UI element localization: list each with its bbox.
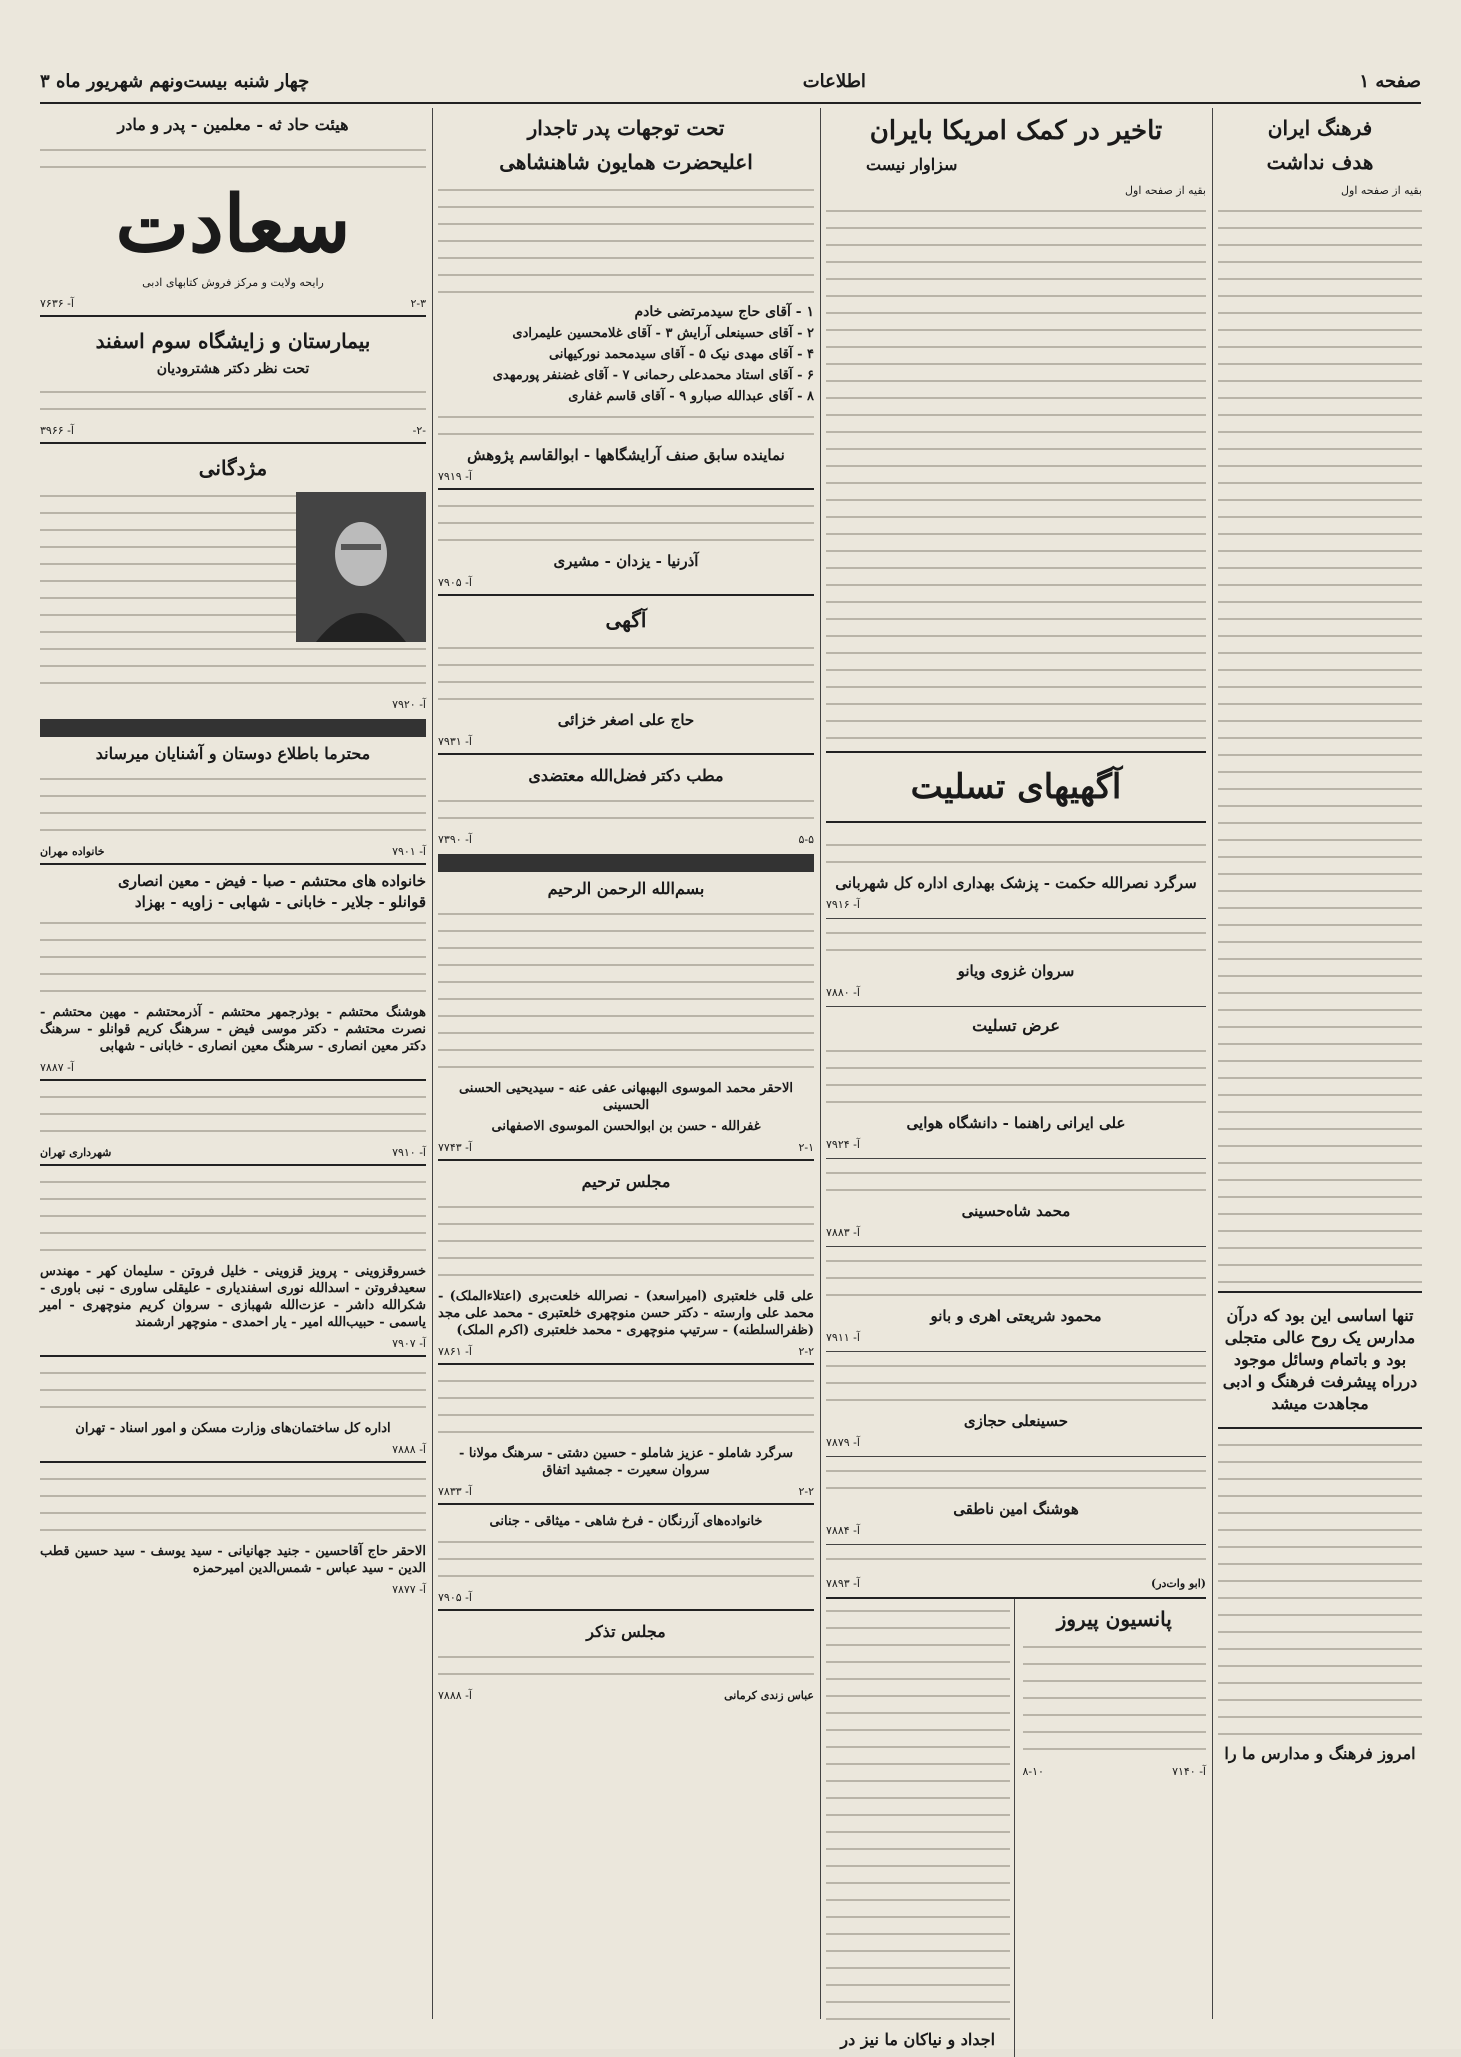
headline-line1: تحت توجهات پدر تاجدار <box>527 116 725 140</box>
article-bottom: اجداد و نیاکان ما نیز در <box>840 2030 996 2049</box>
notice <box>826 1247 1206 1352</box>
notice-ref-row <box>826 1224 1206 1241</box>
bottom-row <box>826 1599 1206 2057</box>
notice <box>438 1159 814 1360</box>
ref: آ- ۷۸۷۷ <box>392 1583 426 1596</box>
closing-box-text: تنها اساسی این بود که درآن مدارس یک روح عالی متجلی بود و باتمام وسائل موجود درراه پیشرفت فرهنگ و ادبی مجاهدت میشد <box>1222 1306 1418 1413</box>
notice-title: مژدگانی <box>198 456 268 480</box>
article-body <box>1218 203 1422 1283</box>
signature: سرگرد شاملو - عزیز شاملو - حسین دشتی - سرهنگ مولانا - سروان سعیرت - جمشید اتفاق <box>458 1446 794 1478</box>
notice <box>40 1355 426 1458</box>
ref: ۲-۱ <box>798 1141 814 1154</box>
notice-ref-row <box>826 1434 1206 1451</box>
column-divider <box>1212 108 1213 2019</box>
notice-ref: آ- ۷۸۸۴ <box>826 1524 860 1537</box>
names: هوشنگ محتشم - بوذرجمهر محتشم - آذرمحتشم - مهین محتشم - نصرت محتشم - دکتر موسی فیض - سرهنگ کریم قوانلو - سرهنگ دکتر معین انصاری - سرهنگ معین انصاری - خابانی - شهابی <box>40 1005 426 1054</box>
ref: ۵-۵ <box>798 833 814 846</box>
article-title-line1: فرهنگ ایران <box>1267 116 1373 140</box>
ref-row <box>40 1441 426 1458</box>
pension-ad <box>1023 1599 1207 2057</box>
ref: آ- ۳۹۶۶ <box>40 424 74 437</box>
column-2 <box>826 108 1206 2049</box>
column-divider <box>820 108 821 2019</box>
signature: نماینده سابق صنف آرایشگاهها - ابوالقاسم پژوهش <box>467 446 785 464</box>
ad-body <box>1023 1639 1207 1759</box>
ref-row <box>438 1343 814 1360</box>
ref-row <box>40 1059 426 1076</box>
list-title: ۱ - آقای حاج سیدمرتضی خادم <box>634 304 814 320</box>
list-item: ۶ - آقای استاد محمدعلی رحمانی ۷ - آقای غضنفر پورمهدی <box>492 368 814 383</box>
masthead <box>40 60 1421 104</box>
headline-line2: اعلیحضرت همایون شاهنشاهی <box>499 150 753 174</box>
notice-body <box>438 498 814 549</box>
ref-row <box>438 831 814 848</box>
divider-bar <box>438 854 814 872</box>
ref-row <box>438 1139 814 1156</box>
ad-title: پانسیون پیروز <box>1056 1607 1172 1631</box>
article-body <box>438 182 814 300</box>
condolences-section <box>826 751 1206 823</box>
list-item: ۸ - آقای عبدالله صبارو ۹ - آقای قاسم غفاری <box>568 389 814 404</box>
notice-body <box>826 1043 1206 1111</box>
side-article <box>826 1599 1015 2057</box>
notice <box>826 831 1206 919</box>
notice <box>438 878 814 1156</box>
clinic-title: مطب دکتر فضل‌الله معتضدی <box>528 766 724 785</box>
reward-notice <box>40 442 426 713</box>
notice-ref-row <box>826 1136 1206 1153</box>
paper-subtitle: رایحه ولایت و مرکز فروش کتابهای ادبی <box>142 276 324 289</box>
ref-row <box>40 295 426 312</box>
notice <box>826 1159 1206 1247</box>
names: خسروقزوینی - پرویز قزوینی - خلیل فروتن - سلیمان کهر - مهندس سعیدفروتن - اسدالله نوری اسفندیاری - علیقلی ساوری - نبی باوری - شکرالله داشر - عزت‌الله شهبازی - سروان کریم منوچهری - امیر یاسمی - حبیب‌الله امیر - یار احمدی - منوچهر ارشمند <box>40 1264 426 1330</box>
ref-row <box>438 468 814 485</box>
notice <box>826 1545 1206 1599</box>
notice-body <box>826 1551 1206 1571</box>
continued-label: بقیه از صفحه اول <box>1125 184 1206 197</box>
ref: آ- ۷۸۳۳ <box>438 1485 472 1498</box>
hospital-ad <box>40 315 426 439</box>
ref: آ- ۷۹۳۱ <box>438 735 472 748</box>
notice-body <box>826 1463 1206 1497</box>
notice-ref-row <box>826 1575 1206 1592</box>
ref-row <box>438 1589 814 1606</box>
ref-row <box>40 1335 426 1352</box>
notice-ref-row <box>826 896 1206 913</box>
notice <box>826 1457 1206 1545</box>
notice-body <box>826 925 1206 959</box>
notice-body <box>40 1365 426 1416</box>
notice <box>40 863 426 1076</box>
notice-ref: آ- ۷۹۲۴ <box>826 1138 860 1151</box>
notice-body <box>438 1199 814 1284</box>
basmala: بسم‌الله الرحمن الرحیم <box>547 879 705 898</box>
ref: ۲-۳ <box>410 297 426 310</box>
ref: آ- ۷۸۸۷ <box>40 1061 74 1074</box>
notice <box>40 1461 426 1598</box>
ad-ref: آ- ۷۱۴۰ <box>1172 1765 1206 1778</box>
notice-body <box>438 906 814 1076</box>
ref: آ- ۷۶۳۶ <box>40 297 74 310</box>
notice-body <box>826 1253 1206 1304</box>
notice-body <box>40 915 426 1000</box>
ref-row <box>40 422 426 439</box>
ref-row <box>40 843 426 860</box>
notice-signature: حسینعلی حجازی <box>963 1412 1069 1430</box>
ad-ref-row <box>1023 1763 1207 1780</box>
notice <box>438 1609 814 1704</box>
notice-body <box>438 1534 814 1585</box>
signature: الاحقر محمد الموسوی البهبهانی عفی عنه - سیدیحیی الحسنی الحسینی <box>458 1081 794 1113</box>
list-item: ۴ - آقای مهدی نیک ۵ - آقای سیدمحمد نورکیهانی <box>548 347 814 362</box>
portrait-image <box>296 492 426 642</box>
notice <box>40 743 426 860</box>
notice <box>40 1079 426 1161</box>
hospital-subtitle: تحت نظر دکتر هشترودیان <box>156 361 310 377</box>
notice-body <box>40 771 426 839</box>
clinic-ad <box>438 753 814 848</box>
signature: حاج علی اصغر خزائی <box>557 711 695 729</box>
column-divider <box>432 108 433 2019</box>
notice-signature: (ابو وات‌در) <box>1151 1577 1206 1590</box>
ref: آ- ۷۸۶۱ <box>438 1345 472 1358</box>
article-body <box>826 203 1206 743</box>
ref: آ- ۷۹۰۱ <box>392 845 426 858</box>
ref-row <box>40 1144 426 1161</box>
signature: غفرالله - حسن بن ابوالحسن الموسوی الاصفهانی <box>491 1119 761 1134</box>
notice-body <box>40 1089 426 1140</box>
issue-date: چهار شنبه بیست‌ونهم شهریور ماه ۳ <box>40 70 310 92</box>
ref: آ- ۷۹۰۵ <box>438 576 472 589</box>
notice-title: مجلس تذکر <box>586 1622 666 1641</box>
signature: شهرداری تهران <box>40 1146 112 1159</box>
notice-title: عرض تسلیت <box>972 1016 1060 1035</box>
notice-ref-row <box>826 984 1206 1001</box>
notice-body <box>438 1649 814 1683</box>
ref: آ- ۷۳۹۰ <box>438 833 472 846</box>
list-item: ۲ - آقای حسینعلی آرایش ۳ - آقای غلامحسین علیمرادی <box>512 326 814 341</box>
notice <box>826 919 1206 1007</box>
notice <box>438 1363 814 1500</box>
column-1 <box>1218 108 1422 2019</box>
ref: آ- ۷۹۰۷ <box>392 1337 426 1350</box>
box-title: هیئت حاد ثه - معلمین - پدر و مادر <box>117 115 349 134</box>
ref: آ- ۷۸۸۸ <box>392 1443 426 1456</box>
hospital-title: بیمارستان و زایشگاه سوم اسفند <box>95 329 371 353</box>
clinic-body <box>438 793 814 827</box>
article-body <box>438 409 814 443</box>
notice-ref: آ- ۷۸۷۹ <box>826 1436 860 1449</box>
article-body-2 <box>1218 1437 1422 1737</box>
notice-body <box>438 640 814 708</box>
signature: خانواده مهران <box>40 845 105 858</box>
notice-ref: آ- ۷۸۹۳ <box>826 1577 860 1590</box>
families: خانواده‌های آزرنگان - فرخ شاهی - میثاقی - جنانی <box>489 1514 763 1529</box>
portrait-photo <box>296 492 426 642</box>
sub-headline: سزاوار نیست <box>866 155 958 174</box>
notice-body <box>40 1174 426 1259</box>
notice-signature: سروان غزوی ویانو <box>957 962 1075 980</box>
notice-body <box>826 1165 1206 1199</box>
notice-body <box>40 1471 426 1539</box>
ref: آ- ۷۹۰۵ <box>438 1591 472 1604</box>
notice-body <box>826 837 1206 871</box>
signature: آذرنیا - یزدان - مشیری <box>553 552 699 570</box>
notice <box>40 1164 426 1352</box>
notice-signature: محمود شریعتی اهری و بانو <box>930 1307 1102 1325</box>
notice-signature: محمد شاه‌حسینی <box>961 1202 1071 1220</box>
notice <box>826 1007 1206 1159</box>
names: الاحقر حاج آقاحسین - جنید جهانیانی - سید یوسف - سید حسین قطب الدین - سید عباس - شمس‌الدین امیرحمزه <box>40 1544 426 1576</box>
families: قوانلو - جلایر - خابانی - شهابی - زاویه - بهزاد <box>134 893 426 911</box>
paper-logo-title: سعادت <box>115 179 351 270</box>
ref-row <box>438 1687 814 1704</box>
box-body <box>40 142 426 176</box>
ref-row <box>438 733 814 750</box>
closing-box <box>1218 1291 1422 1429</box>
article-bottom: امروز فرهنگ و مدارس ما را <box>1224 1744 1416 1763</box>
ref-row <box>40 1581 426 1598</box>
continued-label: بقیه از صفحه اول <box>1341 184 1422 197</box>
notice <box>826 1352 1206 1457</box>
column-3 <box>438 108 814 2019</box>
ref: ۲-۲ <box>798 1485 814 1498</box>
signature: عباس زندی کرمانی <box>724 1689 814 1702</box>
divider-bar <box>40 719 426 737</box>
notice-ref: آ- ۷۸۸۰ <box>826 986 860 999</box>
ref: آ- ۷۹۲۰ <box>392 698 426 711</box>
section-title: آگهیهای تسلیت <box>910 767 1122 807</box>
notice-title: مجلس ترحیم <box>581 1172 671 1191</box>
ref-row <box>438 574 814 591</box>
ad-ref-2: ۸-۱۰ <box>1022 1765 1044 1778</box>
page-number: صفحه ۱ <box>1359 70 1421 92</box>
paper-name: اطلاعات <box>802 70 866 92</box>
main-headline: تاخیر در کمک امریکا بایران <box>869 116 1163 146</box>
ref: ۲-۲ <box>798 1345 814 1358</box>
notice-ref: آ- ۷۹۱۱ <box>826 1331 860 1344</box>
ref-row <box>438 1483 814 1500</box>
ref: آ- ۷۹۱۹ <box>438 470 472 483</box>
notice-ref-row <box>826 1522 1206 1539</box>
notice-ref: آ- ۷۹۱۶ <box>826 898 860 911</box>
notice-ref-row <box>826 1329 1206 1346</box>
notice-body <box>826 1358 1206 1409</box>
article-body <box>826 1603 1010 2023</box>
ref-row <box>40 696 426 713</box>
notice-body <box>438 1373 814 1441</box>
names: علی قلی خلعتبری (امیراسعد) - نصرالله خلعت‌بری (اعتلاءالملک) - محمد علی وارسته - دکتر حسن منوچهری خلعتبری - محمد علی مجد (ظفرالسلطنه) - سرتیپ منوچهری - محمد خلعتبری (اکرم الملک) <box>438 1289 814 1338</box>
notice <box>438 1503 814 1606</box>
notice-signature: سرگرد نصرالله حکمت - پزشک بهداری اداره کل شهربانی <box>835 874 1197 892</box>
notice-title: محترما باطلاع دوستان و آشنایان میرساند <box>95 744 371 763</box>
column-4 <box>40 108 426 2019</box>
notice <box>438 594 814 750</box>
families: خانواده های محتشم - صبا - فیض - معین انصاری <box>117 872 426 890</box>
ad-title: آگهی <box>605 608 647 632</box>
ref: آ- ۷۸۸۸ <box>438 1689 472 1702</box>
hospital-body <box>40 384 426 418</box>
notice-signature: هوشنگ امین ناطقی <box>953 1500 1079 1518</box>
notice-ref: آ- ۷۸۸۳ <box>826 1226 860 1239</box>
ref: آ- ۷۹۱۰ <box>392 1146 426 1159</box>
notice-signature: علی ایرانی راهنما - دانشگاه هوایی <box>906 1114 1126 1132</box>
article-title-line2: هدف نداشت <box>1266 150 1374 174</box>
signature: اداره کل ساختمان‌های وزارت مسکن و امور اسناد - تهران <box>75 1421 391 1436</box>
notice <box>438 488 814 591</box>
ref: آ- ۷۷۴۳ <box>438 1141 472 1154</box>
ref: -۲- <box>412 424 426 437</box>
